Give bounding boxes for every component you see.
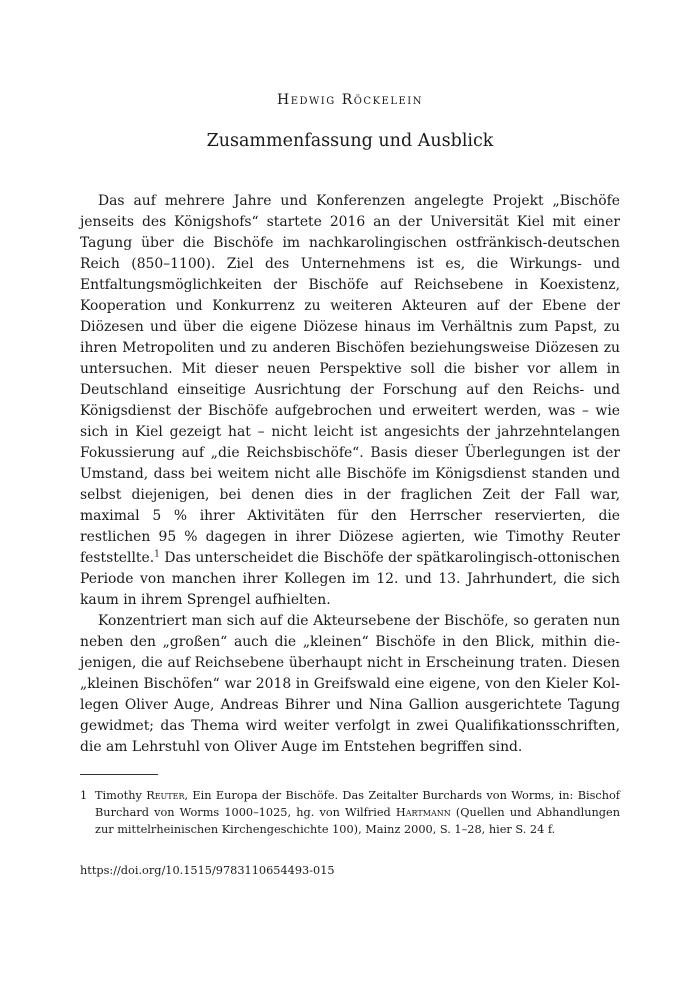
footnote-divider	[80, 774, 158, 775]
paragraph-2: Konzentriert man sich auf die Akteursebene der Bischöfe, so geraten nun neben den „großen“ auch die „kleinen“ Bischöfe in den Blick, mithin diejenigen, die auf Reichsebene überhaupt nicht in Erscheinung traten. Diesen „kleinen Bischöfen“ war 2018 in Greifswald eine eigene, von den Kieler Kollegen Oliver Auge, Andreas Bihrer und Nina Gallion ausgerichtete Tagung gewidmet; das Thema wird weiter verfolgt in zwei Qualifikationsschriften, die am Lehrstuhl von Oliver Auge im Entstehen begriffen sind.	[80, 613, 620, 755]
footnote-number: 1	[80, 789, 88, 802]
footnote-author-1: Reuter	[146, 789, 185, 802]
body-text	[80, 191, 620, 758]
paragraph-1	[80, 191, 620, 611]
footnote-reference[interactable]: 1	[154, 549, 160, 560]
author-name: Hedwig Röckelein	[277, 92, 423, 108]
footnote	[80, 787, 620, 838]
paragraph-1-text-b: Das unterscheidet die Bischöfe der spätkarolingisch-ottonischen Periode von manchen ihrer Kollegen im 12. und 13. Jahrhundert, die sich kaum in ihrem Sprengel aufhielten.	[80, 550, 620, 608]
footnote-text-3: (Quellen und Abhandlungen zur mittelrheinischen Kirchengeschichte 100), Mainz 2000, S. 1–28, hier S. 24 f.	[95, 806, 621, 836]
doi-link[interactable]: https://doi.org/10.1515/9783110654493-015	[80, 864, 335, 877]
chapter-title: Zusammenfassung und Ausblick	[206, 131, 494, 151]
footnote-text	[95, 787, 620, 838]
paragraph-1-text-a: Das auf mehrere Jahre und Konferenzen angelegte Projekt „Bischöfe jenseits des Königshofs“ startete 2016 an der Universität Kiel mit einer Tagung über die Bischöfe im nachkarolingischen ostfränkisch-deutschen Reich (850–1100). Ziel des Unternehmens ist es, die Wirkungs- und Entfaltungsmöglichkeiten der Bischöfe auf Reichsebene in Koexistenz, Kooperation und Konkurrenz zu weiteren Akteuren auf der Ebene der Diözesen und über die eigene Diözese hinaus im Verhältnis zum Papst, zu ihren Metropoliten und zu anderen Bischöfen beziehungsweise Diözesen zu untersuchen. Mit dieser neuen Perspektive soll die bisher vor allem in Deutschland einseitige Ausrichtung der Forschung auf den Reichs- und Königsdienst der Bischöfe aufgebrochen und erweitert werden, was – wie sich in Kiel gezeigt hat – nicht leicht ist angesichts der jahrzehntelangen Fokussierung auf „die Reichsbischöfe“. Basis dieser Überlegungen ist der Umstand, dass bei weitem nicht alle Bischöfe im Königsdienst standen und selbst diejenigen, bei denen dies in der fraglichen Zeit der Fall war, maximal 5 % ihrer Aktivitäten für den Herrscher reservierten, die restlichen 95 % dagegen in ihrer Diözese agierten, wie Timothy Reuter feststellte.	[80, 193, 620, 566]
footnote-text-2: , Ein Europa der Bischöfe. Das Zeitalter Burchards von Worms, in: Bischof Burchard von Worms 1000–1025, hg. von Wilfried	[95, 789, 620, 819]
footnote-text-1: Timothy	[95, 789, 147, 802]
footnote-author-2: Hartmann	[395, 806, 451, 819]
